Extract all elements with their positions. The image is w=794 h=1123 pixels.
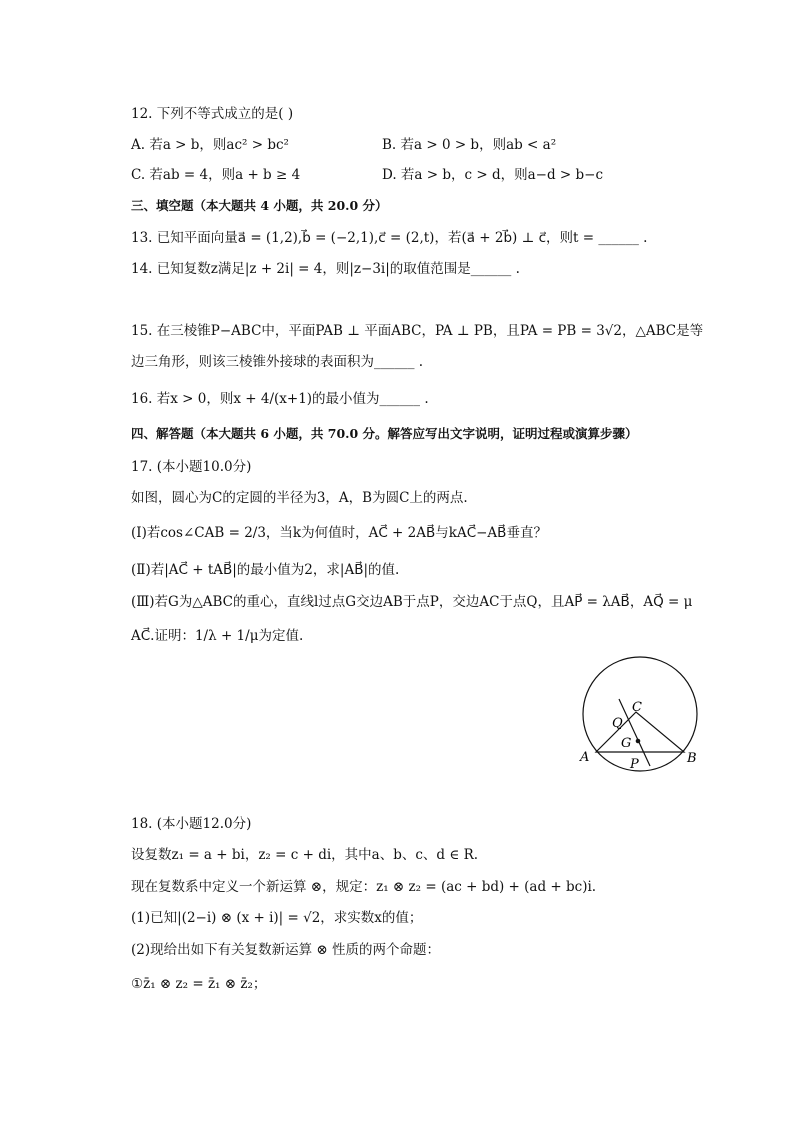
q17-intro: 如图，圆心为C的定圆的半径为3，A，B为圆C上的两点. bbox=[131, 490, 468, 506]
q18-line-1: 设复数z₁ = a + bi，z₂ = c + di，其中a、b、c、d ∈ R. bbox=[131, 847, 479, 863]
q12-option-c: C. 若ab = 4，则a + b ≥ 4 bbox=[131, 167, 301, 183]
q17-header: 17. (本小题10.0分) bbox=[131, 459, 252, 475]
label-a: A bbox=[580, 750, 590, 765]
label-c: C bbox=[632, 700, 642, 715]
q12-option-b: B. 若a > 0 > b，则ab < a² bbox=[382, 137, 557, 153]
q18-header: 18. (本小题12.0分) bbox=[131, 816, 252, 832]
q17-part-3-a: (Ⅲ)若G为△ABC的重心，直线l过点G交边AB于点P，交边AC于点Q，且AP⃗ = λAB⃗，AQ⃗ = μ bbox=[131, 594, 693, 610]
circle-triangle-figure bbox=[572, 656, 704, 774]
section-3-heading: 三、填空题（本大题共 4 小题，共 20.0 分） bbox=[131, 198, 388, 213]
q17-part-1: (Ⅰ)若cos∠CAB = 2/3，当k为何值时，AC⃗ + 2AB⃗与kAC⃗−AB⃗垂直？ bbox=[131, 525, 547, 541]
q16-text: 16. 若x > 0，则x + 4/(x+1)的最小值为______ . bbox=[131, 391, 429, 407]
q17-part-2: (Ⅱ)若|AC⃗ + tAB⃗|的最小值为2，求|AB⃗|的值. bbox=[131, 562, 400, 578]
q14-text: 14. 已知复数z满足|z + 2i| = 4，则|z−3i|的取值范围是______ . bbox=[131, 261, 520, 277]
label-g: G bbox=[621, 736, 632, 751]
label-b: B bbox=[687, 751, 697, 766]
section-4-heading: 四、解答题（本大题共 6 小题，共 70.0 分。解答应写出文字说明，证明过程或演算步骤） bbox=[131, 426, 638, 441]
q15-line-1: 15. 在三棱锥P−ABC中，平面PAB ⊥ 平面ABC，PA ⊥ PB，且PA = PB = 3√2，△ABC是等 bbox=[131, 323, 704, 339]
q12-option-a: A. 若a > b，则ac² > bc² bbox=[131, 137, 289, 153]
q18-line-3: (1)已知|(2−i) ⊗ (x + i)| = √2，求实数x的值； bbox=[131, 910, 423, 926]
q12-option-d: D. 若a > b，c > d，则a−d > b−c bbox=[382, 167, 604, 183]
q13-text: 13. 已知平面向量a⃗ = (1,2),b⃗ = (−2,1),c⃗ = (2,t)，若(a⃗ + 2b⃗) ⊥ c⃗，则t = ______ . bbox=[131, 230, 648, 246]
label-q: Q bbox=[612, 716, 623, 731]
q12-stem: 12. 下列不等式成立的是( ) bbox=[131, 106, 294, 122]
label-p: P bbox=[630, 757, 639, 772]
q18-line-5: ①z̄₁ ⊗ z₂ = z̄₁ ⊗ z̄₂； bbox=[131, 976, 267, 992]
q15-line-2: 边三角形，则该三棱锥外接球的表面积为______ . bbox=[131, 354, 424, 370]
triangle-abc bbox=[596, 712, 684, 752]
q18-line-2: 现在复数系中定义一个新运算 ⊗，规定：z₁ ⊗ z₂ = (ac + bd) + (ad + bc)i. bbox=[131, 879, 597, 895]
q18-line-4: (2)现给出如下有关复数新运算 ⊗ 性质的两个命题： bbox=[131, 942, 441, 958]
centroid-g-point bbox=[636, 739, 641, 744]
q17-part-3-b: AC⃗.证明：1/λ + 1/μ为定值. bbox=[131, 628, 304, 644]
